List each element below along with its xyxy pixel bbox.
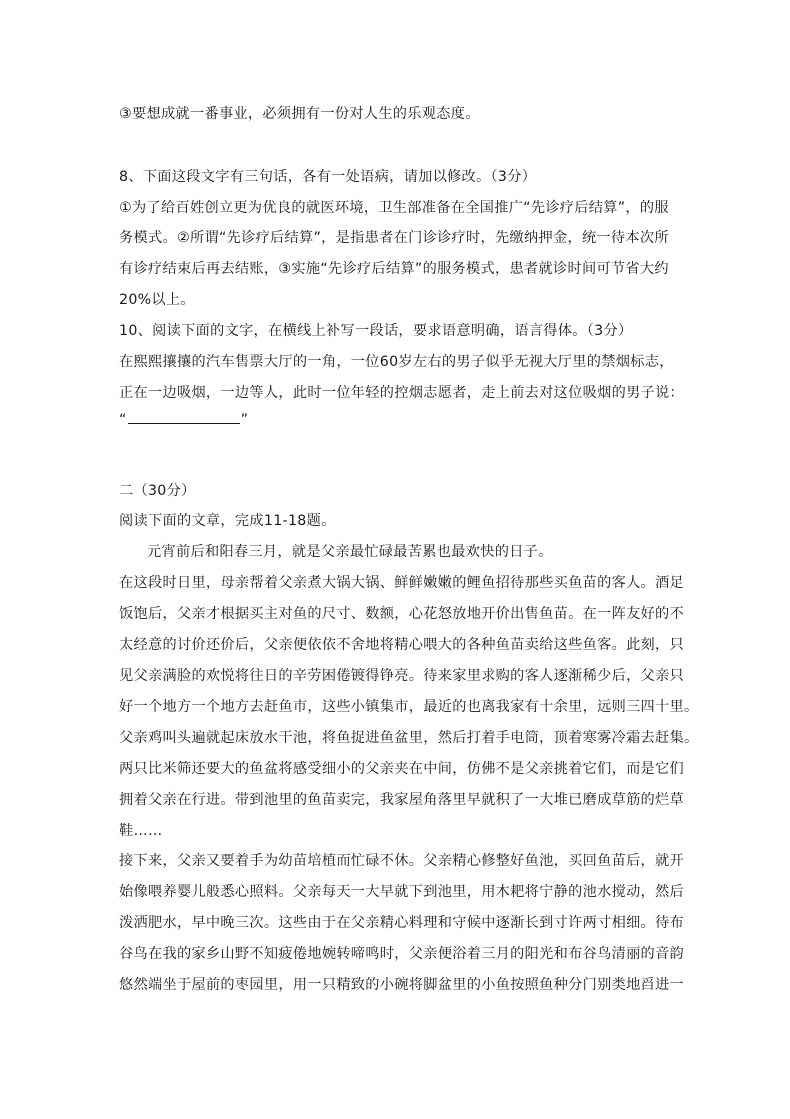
question-8-title: 8、下面这段文字有三句话，各有一处语病，请加以修改。（3分） [119, 169, 537, 185]
article-paragraph-line: 接下来，父亲又要着手为幼苗培植而忙碌不休。父亲精心修整好鱼池，买回鱼苗后，就开 [119, 853, 685, 869]
article-paragraph-line: 太经意的讨价还价后，父亲便依依不舍地将精心喂大的各种鱼苗卖给这些鱼客。此刻，只 [119, 637, 685, 653]
article-paragraph-line: 两只比米筛还要大的鱼盆将感受细小的父亲夹在中间，仿佛不是父亲挑着它们，而是它们 [119, 761, 685, 777]
answer-line-3: ③要想成就一番事业，必须拥有一份对人生的乐观态度。 [119, 106, 480, 122]
article-paragraph-line: 泼洒肥水，早中晚三次。这些由于在父亲精心料理和守候中逐渐长到寸许两寸相细。待布 [119, 915, 685, 931]
article-paragraph-line: 元宵前后和阳春三月，就是父亲最忙碌最苦累也最欢快的日子。 [147, 544, 553, 560]
question-8-text-4: 20%以上。 [119, 292, 195, 308]
question-10-text-2: 正在一边吸烟，一边等人，此时一位年轻的控烟志愿者，走上前去对这位吸烟的男子说： [119, 385, 685, 401]
article-paragraph-line: 饭饱后，父亲才根据买主对鱼的尺寸、数额，心花怒放地开价出售鱼苗。在一阵友好的不 [119, 606, 685, 622]
question-10-title: 10、阅读下面的文字，在横线上补写一段话，要求语意明确，语言得体。（3分） [119, 323, 633, 339]
article-paragraph-line: 拥着父亲在行进。带到池里的鱼苗卖完，我家屋角落里早就积了一大堆已磨成草筋的烂草 [119, 792, 685, 808]
question-8-text-2: 务模式。②所谓“先诊疗后结算”，是指患者在门诊诊疗时，先缴纳押金，统一待本次所 [119, 230, 669, 246]
article-paragraph-line: 好一个地方一个地方去赶鱼市，这些小镇集市，最近的也离我家有十余里，远则三四十里。 [119, 699, 699, 715]
question-8-text-1: ①为了给百姓创立更为优良的就医环境，卫生部准备在全国推广“先诊疗后结算”，的服 [119, 200, 669, 216]
answer-blank-line [119, 412, 248, 428]
article-paragraph-line: 鞋…… [119, 823, 163, 839]
fill-in-blank[interactable] [128, 413, 240, 424]
section-2-title: 二（30分） [119, 483, 196, 499]
article-paragraph-line: 谷鸟在我的家乡山野不知疲倦地婉转啼鸣时，父亲便浴着三月的阳光和布谷鸟清丽的音韵 [119, 946, 685, 962]
open-quote: “ [119, 412, 127, 428]
article-paragraph-line: 父亲鸡叫头遍就起床放水干池，将鱼捉进鱼盆里，然后打着手电筒，顶着寒雾冷霜去赶集。 [119, 730, 699, 746]
close-quote: ” [240, 412, 249, 428]
question-8-text-3: 有诊疗结束后再去结账，③实施“先诊疗后结算”的服务模式，患者就诊时间可节省大约 [119, 261, 669, 277]
question-10-text-1: 在熙熙攘攘的汽车售票大厅的一角，一位60岁左右的男子似乎无视大厅里的禁烟标志， [119, 354, 674, 370]
article-paragraph-line: 悠然端坐于屋前的枣园里，用一只精致的小碗将脚盆里的小鱼按照鱼种分门别类地舀进一 [119, 977, 685, 993]
article-paragraph-line: 在这段时日里，母亲帮着父亲煮大锅大锅、鲜鲜嫩嫩的鲤鱼招待那些买鱼苗的客人。酒足 [119, 575, 685, 591]
section-2-intro: 阅读下面的文章，完成11-18题。 [119, 513, 336, 529]
article-paragraph-line: 始像喂养婴儿般悉心照料。父亲每天一大早就下到池里，用木耙将宁静的池水搅动，然后 [119, 884, 685, 900]
article-paragraph-line: 见父亲满脸的欢悦将往日的辛劳困倦镀得铮亮。待来家里求购的客人逐渐稀少后，父亲只 [119, 668, 685, 684]
